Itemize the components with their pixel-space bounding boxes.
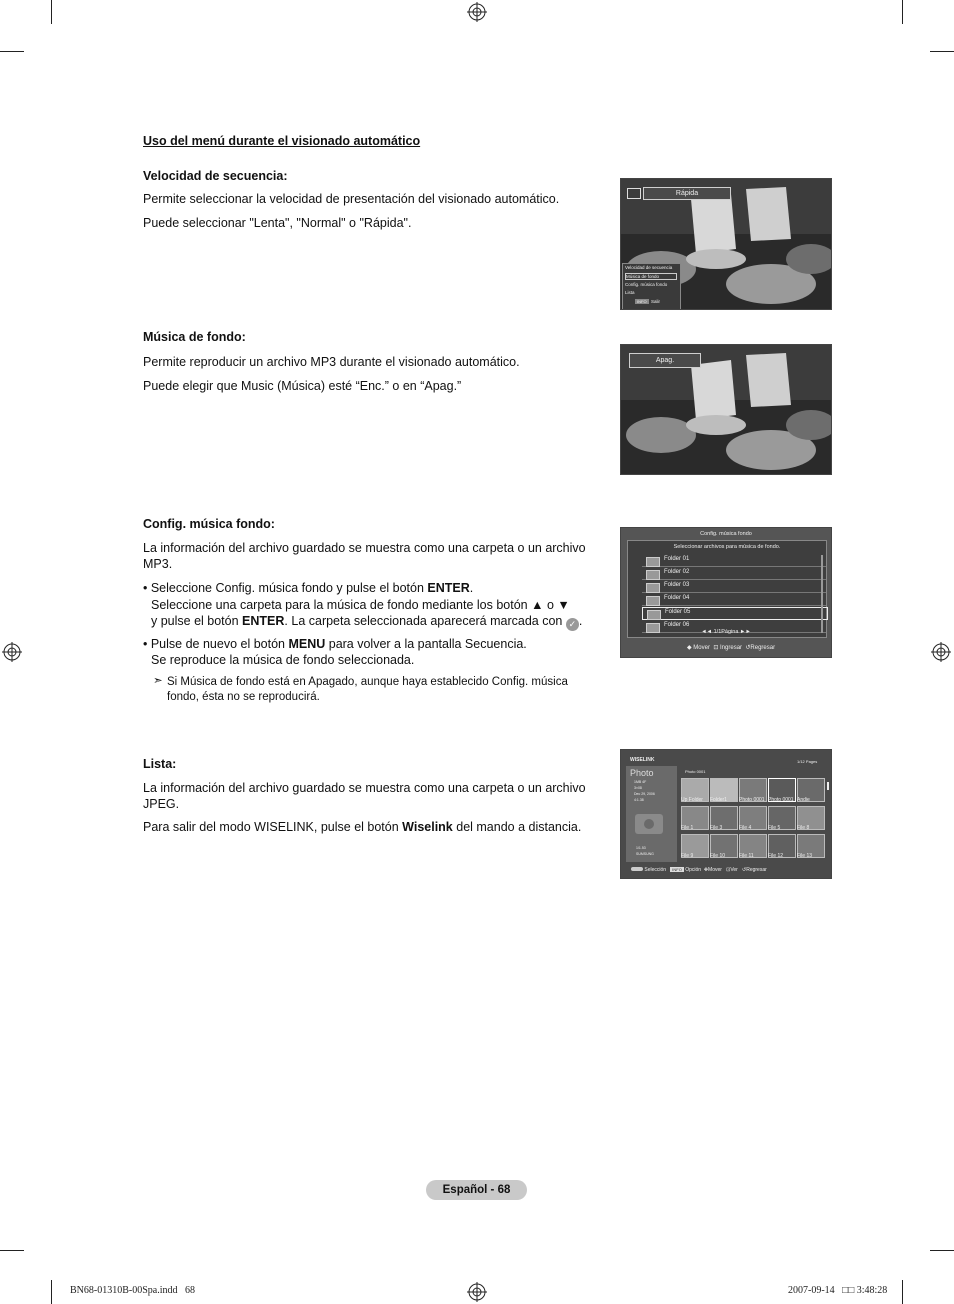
thumb-label: File 4 — [739, 825, 752, 831]
folder-icon — [646, 583, 660, 593]
config-subtitle: Seleccionar archivos para música de fondo. — [673, 544, 781, 550]
crop-mark — [0, 1250, 24, 1251]
menu-item-lista[interactable]: Lista — [625, 290, 635, 295]
folder-row[interactable]: Folder 06 — [642, 621, 826, 633]
thumb-label: File 1 — [681, 825, 694, 831]
info-button-icon: INFO — [672, 867, 682, 872]
thumb-label: File 13 — [797, 853, 813, 859]
config-bullet1-line2: Seleccione una carpeta para la música de fondo mediante los botón ▲ o ▼ — [151, 598, 570, 612]
thumb-label: File 11 — [739, 853, 754, 859]
musica-p1: Permite reproducir un archivo MP3 durante el visionado automático. — [143, 355, 520, 369]
config-bullet1-line3: y pulse el botón ENTER. La carpeta seleccionada aparecerá marcada con ✓ . — [151, 614, 583, 629]
view-icon: ⊡ — [726, 867, 731, 873]
wiselink-nav: Selección INFO Opción ✥Mover ⊡Ver ↺Regresar — [631, 867, 767, 873]
config-bullet1: • Seleccione Config. música fondo y pulse el botón ENTER. — [143, 581, 474, 595]
folder-row[interactable]: Folder 02 — [642, 568, 826, 580]
slideshow-icon — [627, 188, 641, 199]
crop-mark — [902, 0, 903, 24]
musica-title: Música de fondo: — [143, 330, 246, 344]
folder-row-selected[interactable]: Folder 05 — [642, 607, 828, 620]
usage-text: 1/1.53 — [636, 846, 646, 850]
checkmark-icon: ✓ — [566, 618, 579, 631]
config-title: Config. música fondo: — [143, 517, 275, 531]
config-screen-title: Config. música fondo — [700, 531, 752, 537]
musica-screenshot — [620, 344, 832, 475]
speed-value: Rápida — [675, 190, 699, 197]
device-name: SUMSUNG — [636, 852, 654, 856]
info-line: 4:1.38 — [634, 798, 644, 802]
music-value: Apag. — [655, 357, 675, 364]
info-line: 3×08 — [634, 786, 642, 790]
thumb-label: File 5 — [768, 825, 781, 831]
folder-icon — [647, 610, 661, 620]
thumb-label: File 8 — [797, 825, 810, 831]
scrollbar[interactable] — [827, 782, 829, 790]
config-note: Si Música de fondo está en Apagado, aunque haya establecido Config. música fondo, ésta no se reproducirá. — [167, 676, 568, 703]
slideshow-menu — [622, 263, 681, 310]
lista-p2: Para salir del modo WISELINK, pulse el botón Wiselink del mando a distancia. — [143, 820, 582, 834]
menu-item-config[interactable]: Config. música fondo — [625, 282, 668, 287]
page-count: 1/12 Pages — [797, 759, 818, 764]
folder-path: Photo 0001 — [685, 769, 706, 774]
folder-icon — [646, 570, 660, 580]
menu-item-velocidad[interactable]: Velocidad de secuencia — [625, 265, 673, 270]
wiselink-logo: WISELINK — [630, 757, 655, 763]
info-exit-label: Salir — [651, 299, 661, 304]
move-icon: ✥ — [703, 867, 709, 873]
registration-mark-icon — [2, 642, 22, 662]
note-arrow-icon: ➣ — [153, 675, 163, 687]
menu-item-musica[interactable]: Música de fondo — [625, 273, 677, 280]
music-value-box — [629, 353, 701, 368]
pager: ◄◄ 1/1Página ►► — [701, 629, 751, 635]
thumb-label: Up Folder — [681, 797, 703, 803]
thumb-label: File 9 — [681, 853, 694, 859]
velocidad-screenshot — [620, 178, 832, 310]
registration-mark-icon — [467, 2, 487, 22]
config-nav: ◆ Mover ⊡ Ingresar ↺Regresar — [687, 645, 776, 651]
left-panel — [626, 766, 677, 862]
musica-p2: Puede elegir que Music (Música) esté “Enc.” o en “Apag.” — [143, 379, 462, 393]
folder-row[interactable]: Folder 04 — [642, 594, 826, 606]
thumb-label: Photo 0001 — [739, 797, 765, 803]
info-button: INFO — [637, 299, 647, 304]
print-date: 2007-09-14 □□ 3:48:28 — [788, 1285, 888, 1296]
config-screenshot — [620, 527, 832, 658]
crop-mark — [930, 1250, 954, 1251]
thumb-label: Photo 0001 — [768, 797, 794, 803]
info-line: Dec 29, 2006 — [634, 792, 655, 796]
scrollbar[interactable] — [821, 555, 823, 633]
crop-mark — [0, 51, 24, 52]
thumb-label: Folder1 — [710, 797, 727, 803]
velocidad-p1: Permite seleccionar la velocidad de presentación del visionado automático. — [143, 192, 560, 206]
config-panel — [627, 540, 827, 638]
config-p1: La información del archivo guardado se muestra como una carpeta o un archivo MP3. — [143, 541, 586, 571]
folder-row[interactable]: Folder 03 — [642, 581, 826, 593]
enter-icon: ⊡ — [713, 645, 719, 651]
move-icon: ◆ — [687, 645, 692, 651]
section-title: Uso del menú durante el visionado automático — [143, 134, 421, 148]
thumb-label: File 12 — [768, 853, 784, 859]
thumb-label: File 10 — [710, 853, 726, 859]
velocidad-title: Velocidad de secuencia: — [143, 169, 288, 183]
config-bullet2: • Pulse de nuevo el botón MENU para volver a la pantalla Secuencia. — [143, 637, 527, 651]
velocidad-p2: Puede seleccionar "Lenta", "Normal" o "Rápida". — [143, 216, 412, 230]
config-bullet2-line2: Se reproduce la música de fondo seleccionada. — [151, 653, 415, 667]
thumb-label: File 3 — [710, 825, 723, 831]
return-icon: ↺ — [742, 867, 747, 873]
category-title: Photo — [630, 768, 654, 778]
crop-mark — [51, 0, 52, 24]
wiselink-screenshot — [620, 749, 832, 879]
return-icon: ↺ — [745, 645, 751, 651]
folder-row[interactable]: Folder 01 — [642, 555, 826, 567]
registration-mark-icon — [931, 642, 951, 662]
select-button-icon — [631, 867, 643, 871]
page-number-badge: Español - 68 — [426, 1180, 527, 1200]
speed-value-box — [643, 187, 731, 200]
file-name: BN68-01310B-00Spa.indd 68 — [70, 1285, 195, 1296]
crop-mark — [51, 1280, 52, 1304]
info-line: 1MB 4F — [634, 780, 647, 784]
lista-p1: La información del archivo guardado se muestra como una carpeta o un archivo JPEG. — [143, 781, 586, 811]
thumb-label: Andie — [797, 797, 810, 803]
registration-mark-icon — [467, 1282, 487, 1302]
crop-mark — [930, 51, 954, 52]
folder-icon — [646, 557, 660, 567]
camera-icon — [635, 814, 663, 834]
crop-mark — [902, 1280, 903, 1304]
folder-icon — [646, 596, 660, 606]
lista-title: Lista: — [143, 757, 177, 771]
